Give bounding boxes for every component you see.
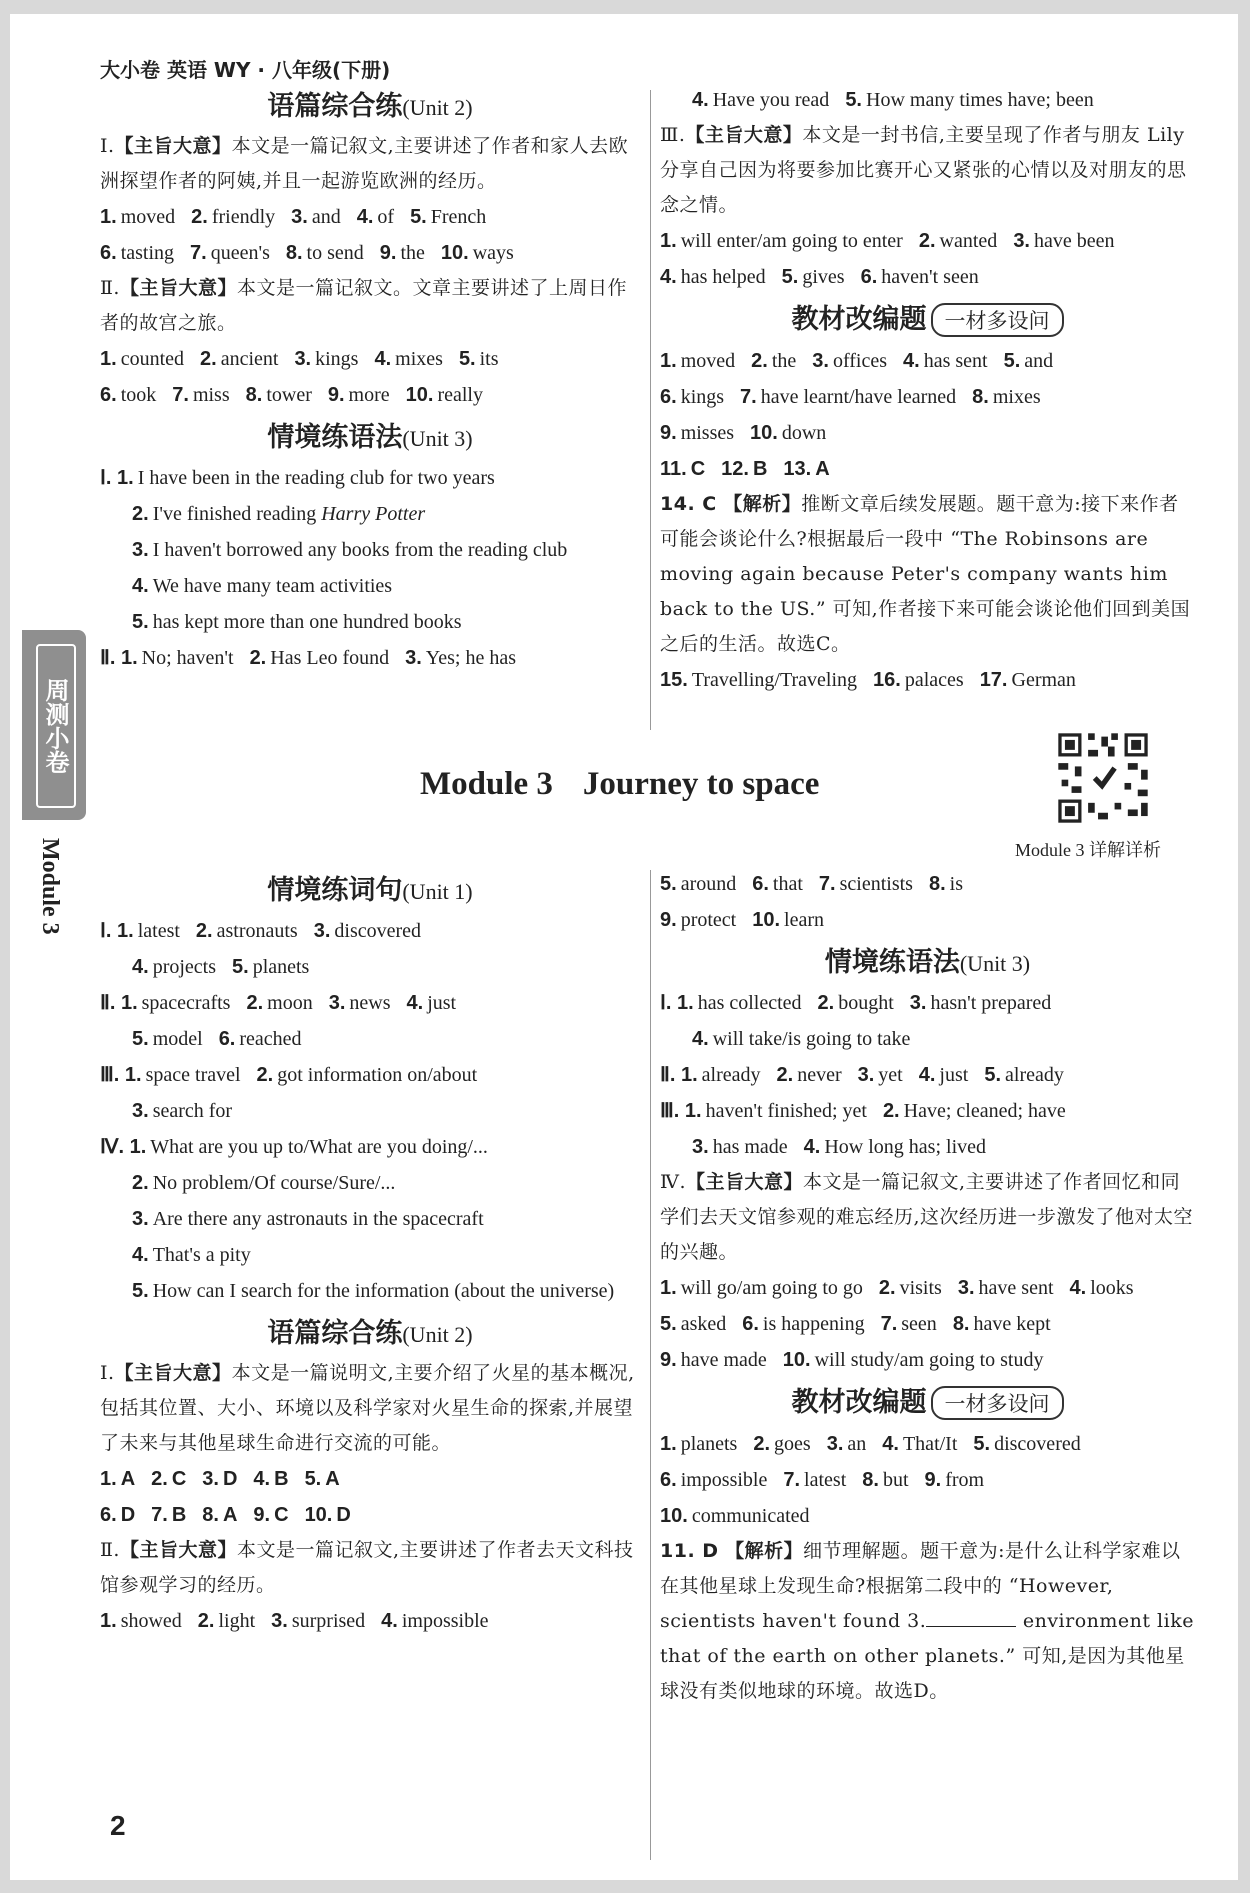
module-title: Module 3 Journey to space [420,766,820,802]
answer-row: 4. Have you read 5. How many times have; been [692,89,1094,111]
answer-row: 4. That's a pity [132,1244,251,1266]
summary: Ⅰ.【主旨大意】本文是一篇说明文,主要介绍了火星的基本概况,包括其位置、大小、环境以及科学家对火星生命的探索,并展望了未来与其他星球生命进行交流的可能。 [100,1362,635,1454]
answer-row: Ⅳ. 1. What are you up to/What are you doing/... [100,1136,488,1158]
answer-row: 5. asked 6. is happening 7. seen 8. have kept [660,1313,1051,1335]
answer-row: 10. communicated [660,1505,810,1527]
answer-row: 1. moved 2. the 3. offices 4. has sent 5. and [660,350,1054,372]
summary: Ⅳ.【主旨大意】本文是一篇记叙文,主要讲述了作者回忆和同学们去天文馆参观的难忘经历,这次经历进一步激发了他对太空的兴趣。 [660,1171,1194,1263]
section-title: 教材改编题 一材多设问 [660,1380,1195,1420]
answer-row: 2. No problem/Of course/Sure/... [132,1172,396,1194]
section-title: 情境练语法(Unit 3) [824,947,1031,978]
answer-row: Ⅰ. 1. I have been in the reading club for two years [100,467,495,489]
answer-row: Ⅱ. 1. already 2. never 3. yet 4. just 5. already [660,1064,1064,1086]
section-title: 语篇综合练(Unit 2) [267,1318,473,1349]
answer-row: 4. We have many team activities [132,575,393,597]
answer-row: 2. I've finished reading Harry Potter [132,503,426,525]
answer-row: 4. has helped 5. gives 6. haven't seen [660,266,979,288]
answer-row: 3. search for [132,1100,233,1122]
column-divider-top [650,90,651,730]
answer-row: 5. around 6. that 7. scientists 8. is [660,873,963,895]
answer-row: 1. planets 2. goes 3. an 4. That/It 5. discovered [660,1433,1081,1455]
answer-row: 9. protect 10. learn [660,909,825,931]
answer-row: Ⅱ. 1. spacecrafts 2. moon 3. news 4. just [100,992,457,1014]
answer-row: 6. kings 7. have learnt/have learned 8. mixes [660,386,1041,408]
answer-blank [926,1608,1016,1627]
answer-row: 4. projects 5. planets [132,956,310,978]
summary: Ⅱ.【主旨大意】本文是一篇记叙文。文章主要讲述了上周日作者的故宫之旅。 [100,277,627,334]
answer-row: 15. Travelling/Traveling 16. palaces 17. German [660,669,1076,691]
answer-row: 5. has kept more than one hundred books [132,611,462,633]
answer-row: 5. model 6. reached [132,1028,302,1050]
answer-row: 1. moved 2. friendly 3. and 4. of 5. French [100,206,487,228]
explanation: 11. D 【解析】细节理解题。题干意为:是什么让科学家难以在其他星球上发现生命?根据第二段中的 “However, scientists haven't found 3. environment like that of the earth on other planets.” 可知,是因为其他星球没有类似地球的环境。故选D。 [660,1540,1194,1702]
answer-row: 3. Are there any astronauts in the spacecraft [132,1208,484,1230]
answer-row: 1. showed 2. light 3. surprised 4. impossible [100,1610,489,1632]
section-title: 教材改编题 一材多设问 [660,297,1195,337]
section-title: 语篇综合练(Unit 2) [267,91,473,122]
answer-row: Ⅰ. 1. latest 2. astronauts 3. discovered [100,920,422,942]
answer-row: 11. C 12. B 13. A [660,458,830,480]
answer-row: 6. tasting 7. queen's 8. to send 9. the 10. ways [100,242,514,264]
unit2-column [100,82,640,676]
answer-row: 1. A 2. C 3. D 4. B 5. A [100,1468,340,1490]
answer-row: 1. will go/am going to go 2. visits 3. have sent 4. looks [660,1277,1134,1299]
answer-row: 6. impossible 7. latest 8. but 9. from [660,1469,985,1491]
page-header: 大小卷 英语 WY · 八年级(下册) [100,58,391,82]
answer-row: Ⅲ. 1. haven't finished; yet 2. Have; cleaned; have [660,1100,1066,1122]
column-divider-bottom [650,870,651,1860]
side-tab [22,630,86,820]
summary: Ⅰ.【主旨大意】本文是一篇记叙文,主要讲述了作者和家人去欧洲探望作者的阿姨,并且一起游览欧洲的经历。 [100,135,629,192]
answer-row: Ⅱ. 1. No; haven't 2. Has Leo found 3. Yes; he has [100,647,516,669]
answer-row: 5. How can I search for the information (about the universe) [132,1280,615,1302]
unit3-column [660,82,1195,698]
answer-row: 9. misses 10. down [660,422,827,444]
side-module-label: Module 3 [37,838,63,935]
side-tab-label: 周测小卷 [36,644,76,808]
answer-row: 6. D 7. B 8. A 9. C 10. D [100,1504,351,1526]
answer-row: 1. counted 2. ancient 3. kings 4. mixes 5. its [100,348,499,370]
answer-row: 6. took 7. miss 8. tower 9. more 10. really [100,384,483,406]
answer-row: 9. have made 10. will study/am going to study [660,1349,1044,1371]
answer-row: Ⅰ. 1. has collected 2. bought 3. hasn't prepared [660,992,1052,1014]
qr-code-icon[interactable] [1055,730,1151,826]
page-number: 2 [110,1810,126,1841]
answer-row: 3. I haven't borrowed any books from the reading club [132,539,568,561]
module3-left-column [100,866,640,1639]
answer-row: 3. has made 4. How long has; lived [692,1136,987,1158]
answer-row: Ⅲ. 1. space travel 2. got information on/about [100,1064,478,1086]
module3-right-column [660,866,1195,1709]
explanation: 14. C 【解析】推断文章后续发展题。题干意为:接下来作者可能会谈论什么?根据最后一段中 “The Robinsons are moving again because Peter's company wants him back to the US.” 可知,作者接下来可能会谈论他们回到美国之后的生活。故选C。 [660,493,1191,655]
answer-row: 4. will take/is going to take [692,1028,911,1050]
qr-caption: Module 3 详解详析 [1015,840,1161,860]
answer-row: 1. will enter/am going to enter 2. wanted 3. have been [660,230,1115,252]
summary: Ⅲ.【主旨大意】本文是一封书信,主要呈现了作者与朋友 Lily 分享自己因为将要参加比赛开心又紧张的心情以及对朋友的思念之情。 [660,124,1187,216]
section-title: 情境练词句(Unit 1) [267,875,473,906]
summary: Ⅱ.【主旨大意】本文是一篇记叙文,主要讲述了作者去天文科技馆参观学习的经历。 [100,1539,634,1596]
section-title: 情境练语法(Unit 3) [267,422,473,453]
